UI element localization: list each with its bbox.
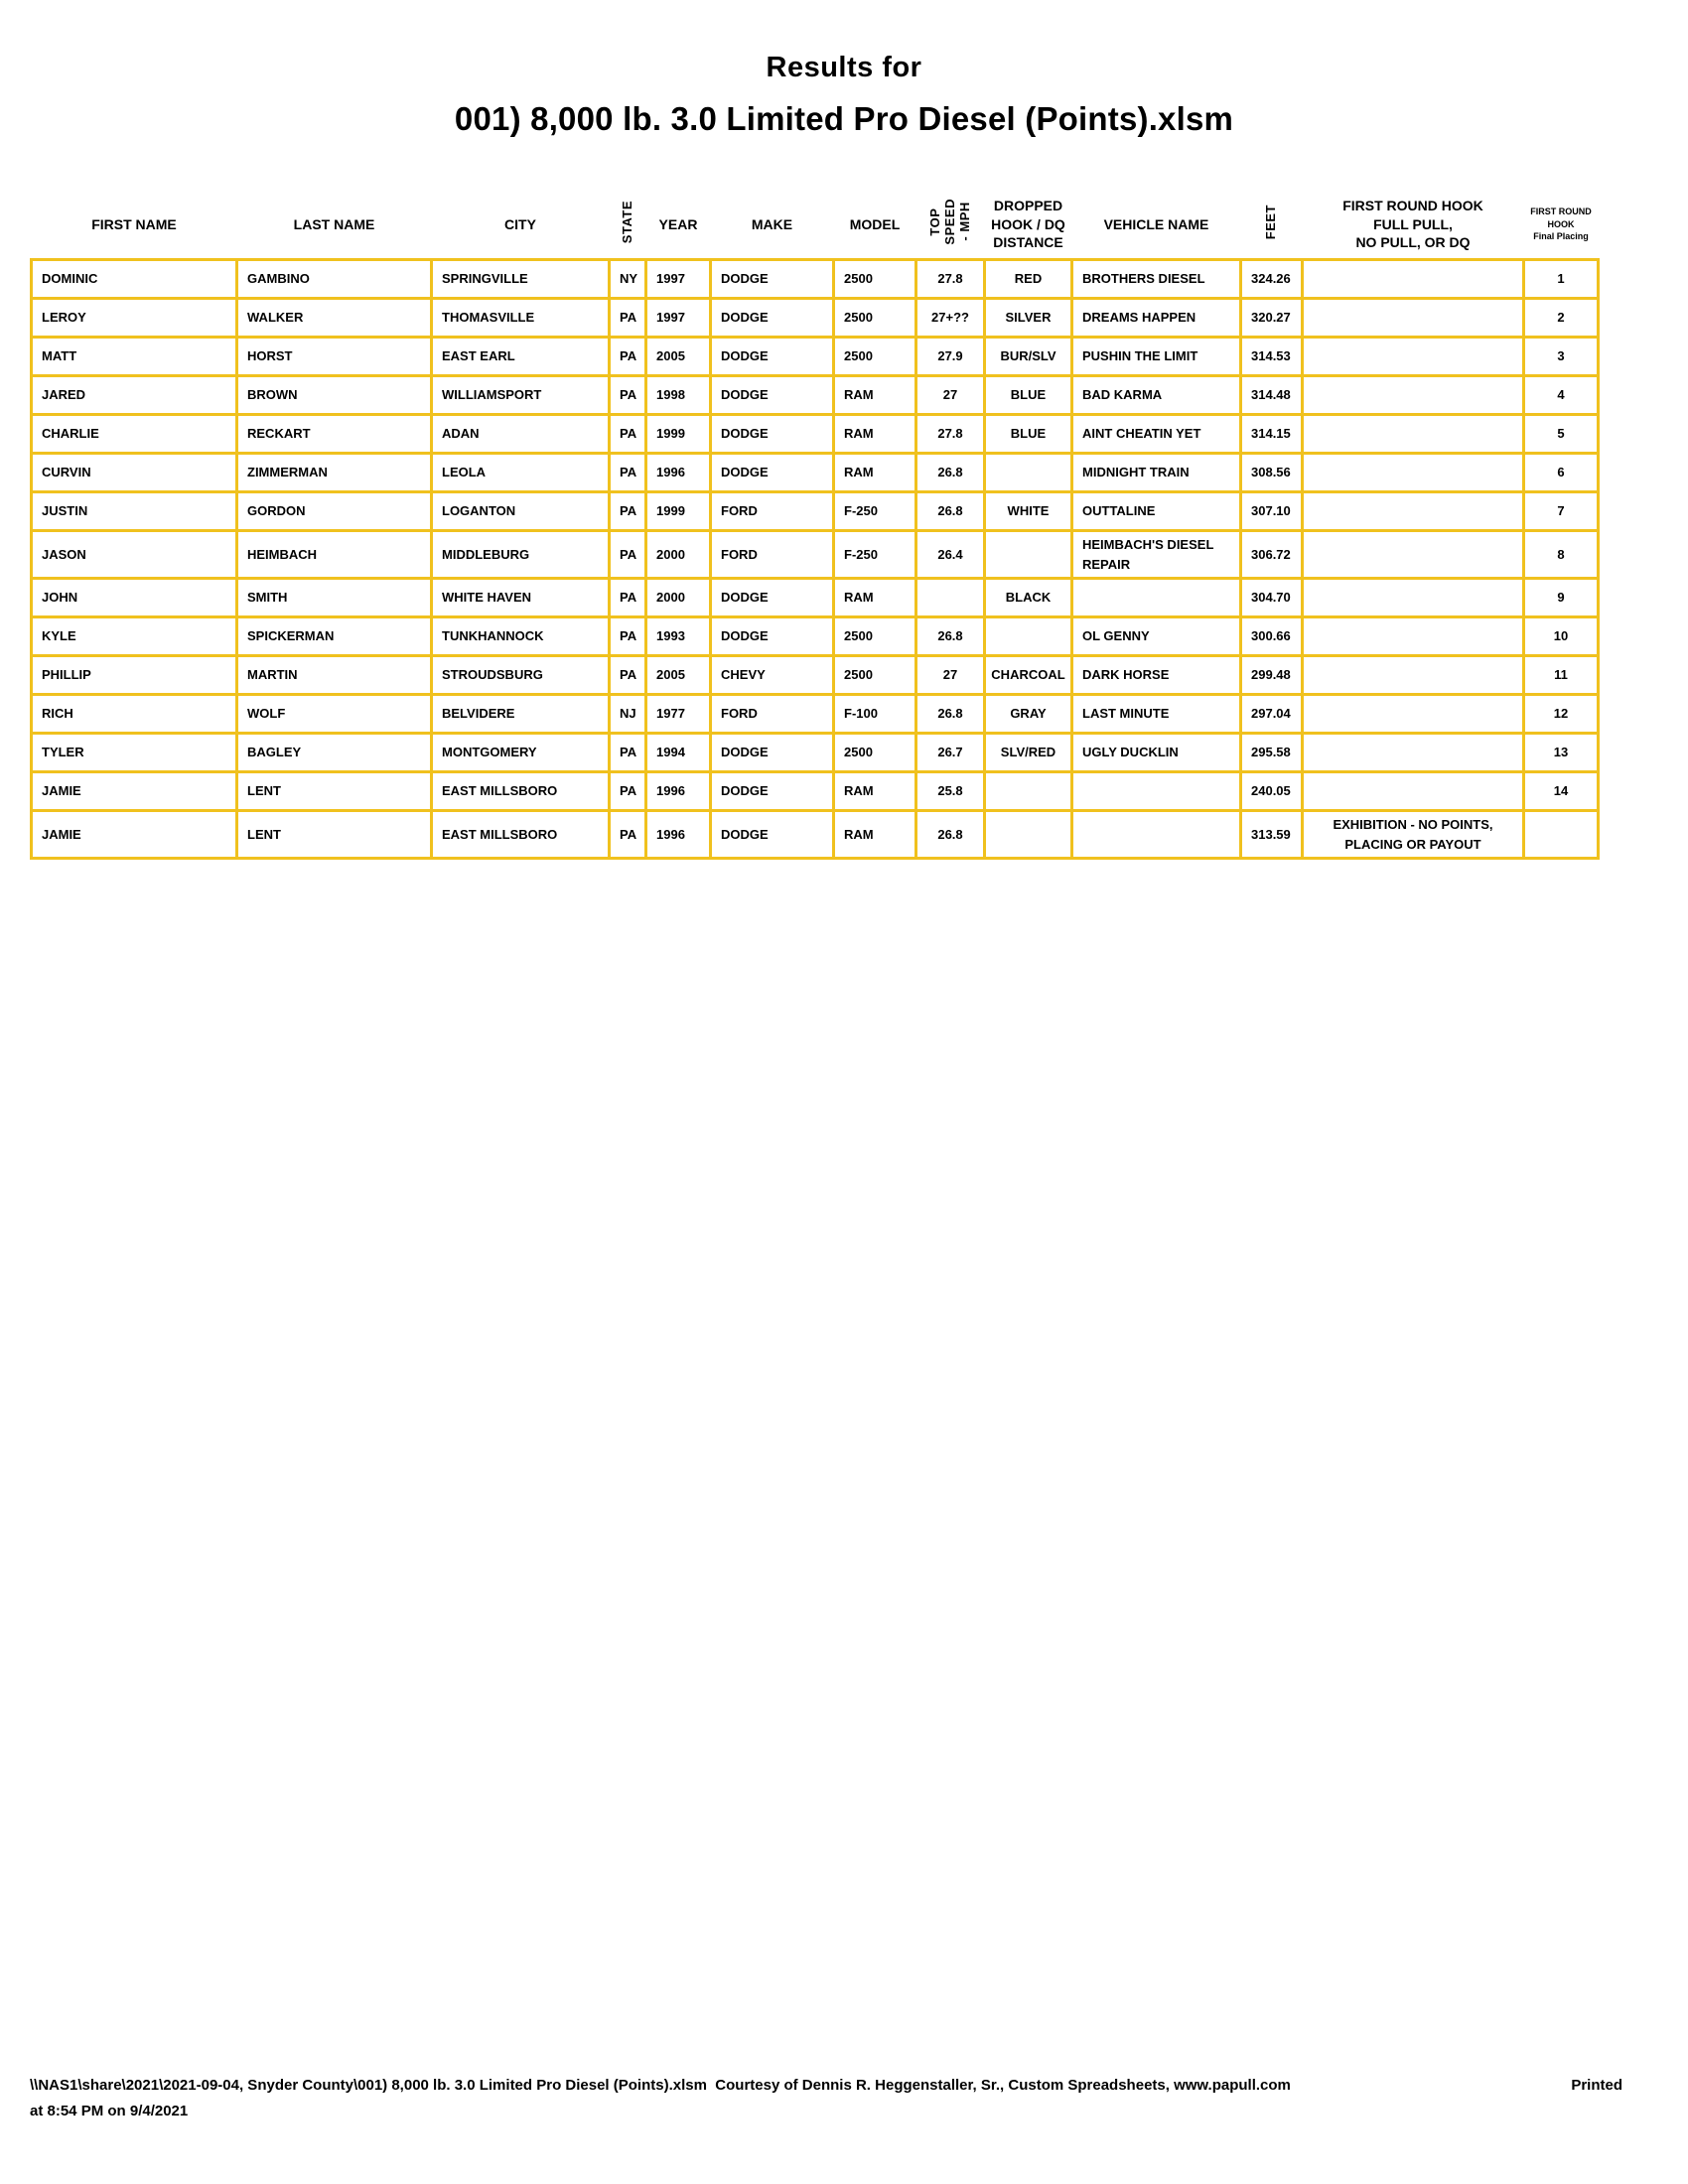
results-table-body [32, 260, 1599, 859]
cell-top_speed: 27 [916, 656, 985, 695]
column-header-label: YEAR [658, 215, 698, 232]
column-header-top_speed [916, 191, 985, 260]
cell-vehicle_name: UGLY DUCKLIN [1072, 734, 1241, 772]
results-table [30, 191, 1600, 860]
cell-first_round_hook [1303, 376, 1524, 415]
cell-city: MONTGOMERY [432, 734, 610, 772]
cell-placing: 7 [1524, 492, 1599, 531]
cell-top_speed: 26.8 [916, 695, 985, 734]
cell-model: RAM [834, 811, 916, 859]
cell-placing: 4 [1524, 376, 1599, 415]
cell-year: 1996 [646, 772, 711, 811]
cell-state: PA [610, 531, 646, 579]
cell-model: RAM [834, 415, 916, 454]
cell-make: DODGE [711, 811, 834, 859]
column-header-label: VEHICLE NAME [1103, 215, 1209, 232]
cell-year: 1997 [646, 299, 711, 338]
cell-model: 2500 [834, 338, 916, 376]
column-header-vehicle_name [1072, 191, 1241, 260]
cell-make: DODGE [711, 415, 834, 454]
cell-last_name: SPICKERMAN [237, 617, 432, 656]
cell-year: 1977 [646, 695, 711, 734]
cell-vehicle_name [1072, 811, 1241, 859]
cell-vehicle_name: HEIMBACH'S DIESEL REPAIR [1072, 531, 1241, 579]
cell-top_speed: 27.8 [916, 415, 985, 454]
cell-city: THOMASVILLE [432, 299, 610, 338]
cell-last_name: ZIMMERMAN [237, 454, 432, 492]
cell-top_speed: 26.7 [916, 734, 985, 772]
column-header-label: FEET [1263, 204, 1279, 240]
cell-make: FORD [711, 531, 834, 579]
cell-placing: 2 [1524, 299, 1599, 338]
cell-state: PA [610, 811, 646, 859]
cell-dropped_hook: WHITE [985, 492, 1072, 531]
cell-year: 1994 [646, 734, 711, 772]
cell-state: PA [610, 772, 646, 811]
results-table-header [32, 191, 1599, 260]
cell-last_name: WOLF [237, 695, 432, 734]
cell-first_round_hook [1303, 656, 1524, 695]
table-row [32, 531, 1599, 579]
cell-dropped_hook [985, 811, 1072, 859]
page-footer [30, 2073, 1622, 2125]
cell-state: PA [610, 415, 646, 454]
cell-city: WHITE HAVEN [432, 579, 610, 617]
cell-model: RAM [834, 376, 916, 415]
cell-make: DODGE [711, 734, 834, 772]
cell-first_name: CURVIN [32, 454, 237, 492]
cell-first_round_hook [1303, 772, 1524, 811]
cell-dropped_hook [985, 617, 1072, 656]
cell-feet: 320.27 [1241, 299, 1303, 338]
cell-state: PA [610, 299, 646, 338]
column-header-city [432, 191, 610, 260]
cell-first_round_hook [1303, 531, 1524, 579]
cell-top_speed: 27 [916, 376, 985, 415]
column-header-make [711, 191, 834, 260]
cell-first_round_hook [1303, 299, 1524, 338]
column-header-placing [1524, 191, 1599, 260]
cell-first_round_hook [1303, 492, 1524, 531]
cell-dropped_hook: CHARCOAL [985, 656, 1072, 695]
column-header-label: FIRST ROUND HOOK Final Placing [1530, 206, 1592, 242]
cell-vehicle_name: MIDNIGHT TRAIN [1072, 454, 1241, 492]
cell-top_speed: 25.8 [916, 772, 985, 811]
cell-model: F-250 [834, 531, 916, 579]
cell-make: DODGE [711, 579, 834, 617]
cell-state: PA [610, 617, 646, 656]
cell-year: 1999 [646, 415, 711, 454]
cell-placing: 10 [1524, 617, 1599, 656]
cell-model: 2500 [834, 734, 916, 772]
table-row [32, 415, 1599, 454]
cell-state: PA [610, 338, 646, 376]
column-header-label: DROPPED HOOK / DQ DISTANCE [991, 197, 1065, 251]
cell-feet: 297.04 [1241, 695, 1303, 734]
cell-last_name: RECKART [237, 415, 432, 454]
cell-model: 2500 [834, 299, 916, 338]
column-header-state [610, 191, 646, 260]
table-row [32, 376, 1599, 415]
cell-vehicle_name: LAST MINUTE [1072, 695, 1241, 734]
table-row [32, 772, 1599, 811]
column-header-label: STATE [619, 200, 634, 244]
cell-feet: 304.70 [1241, 579, 1303, 617]
column-header-dropped_hook [985, 191, 1072, 260]
cell-placing: 8 [1524, 531, 1599, 579]
cell-top_speed: 27.8 [916, 260, 985, 299]
column-header-label: FIRST NAME [91, 215, 177, 232]
cell-top_speed: 26.8 [916, 454, 985, 492]
table-row [32, 299, 1599, 338]
cell-top_speed: 27.9 [916, 338, 985, 376]
page-title [0, 0, 1688, 138]
cell-state: PA [610, 376, 646, 415]
cell-make: FORD [711, 492, 834, 531]
cell-top_speed [916, 579, 985, 617]
cell-last_name: GAMBINO [237, 260, 432, 299]
cell-placing: 3 [1524, 338, 1599, 376]
cell-year: 1996 [646, 811, 711, 859]
column-header-label: LAST NAME [293, 215, 375, 232]
cell-feet: 307.10 [1241, 492, 1303, 531]
cell-model: F-100 [834, 695, 916, 734]
cell-placing [1524, 811, 1599, 859]
cell-city: LEOLA [432, 454, 610, 492]
table-row [32, 617, 1599, 656]
table-row [32, 260, 1599, 299]
cell-state: PA [610, 656, 646, 695]
cell-make: CHEVY [711, 656, 834, 695]
cell-first_round_hook [1303, 734, 1524, 772]
cell-first_name: LEROY [32, 299, 237, 338]
cell-make: DODGE [711, 260, 834, 299]
cell-state: PA [610, 734, 646, 772]
cell-state: PA [610, 579, 646, 617]
cell-dropped_hook: BUR/SLV [985, 338, 1072, 376]
cell-model: 2500 [834, 656, 916, 695]
cell-city: STROUDSBURG [432, 656, 610, 695]
cell-first_round_hook: EXHIBITION - NO POINTS, PLACING OR PAYOUT [1303, 811, 1524, 859]
cell-make: DODGE [711, 454, 834, 492]
cell-first_name: JUSTIN [32, 492, 237, 531]
cell-first_name: JAMIE [32, 811, 237, 859]
cell-year: 1998 [646, 376, 711, 415]
column-header-label: TOP SPEED - MPH [926, 199, 972, 245]
table-row [32, 811, 1599, 859]
cell-last_name: WALKER [237, 299, 432, 338]
column-header-first_round_hook [1303, 191, 1524, 260]
cell-first_name: JARED [32, 376, 237, 415]
cell-last_name: GORDON [237, 492, 432, 531]
cell-state: PA [610, 454, 646, 492]
cell-model: 2500 [834, 260, 916, 299]
footer-line-1 [30, 2073, 1622, 2099]
cell-city: EAST MILLSBORO [432, 772, 610, 811]
cell-year: 1999 [646, 492, 711, 531]
cell-make: DODGE [711, 376, 834, 415]
cell-year: 2000 [646, 531, 711, 579]
table-row [32, 695, 1599, 734]
cell-placing: 14 [1524, 772, 1599, 811]
cell-vehicle_name: PUSHIN THE LIMIT [1072, 338, 1241, 376]
table-row [32, 734, 1599, 772]
cell-make: DODGE [711, 338, 834, 376]
column-header-label: CITY [504, 215, 536, 232]
column-header-label: MAKE [751, 215, 793, 232]
header-row [32, 191, 1599, 260]
cell-make: DODGE [711, 772, 834, 811]
cell-dropped_hook: GRAY [985, 695, 1072, 734]
cell-feet: 314.15 [1241, 415, 1303, 454]
cell-placing: 9 [1524, 579, 1599, 617]
cell-last_name: LENT [237, 811, 432, 859]
cell-dropped_hook [985, 454, 1072, 492]
cell-city: MIDDLEBURG [432, 531, 610, 579]
cell-last_name: HORST [237, 338, 432, 376]
file-path-text: \\NAS1\share\2021\2021-09-04, Snyder County\001) 8,000 lb. 3.0 Limited Pro Diesel (Points).xlsm Courtesy of Dennis R. Heggenstaller, Sr., Custom Spreadsheets, www.papull.com [30, 2077, 1291, 2094]
cell-city: TUNKHANNOCK [432, 617, 610, 656]
cell-model: RAM [834, 579, 916, 617]
cell-dropped_hook: SILVER [985, 299, 1072, 338]
column-header-year [646, 191, 711, 260]
cell-first_round_hook [1303, 695, 1524, 734]
cell-dropped_hook: RED [985, 260, 1072, 299]
table-row [32, 454, 1599, 492]
printed-label: Printed [1571, 2077, 1622, 2094]
cell-state: NY [610, 260, 646, 299]
table-row [32, 338, 1599, 376]
cell-city: ADAN [432, 415, 610, 454]
cell-model: F-250 [834, 492, 916, 531]
cell-city: SPRINGVILLE [432, 260, 610, 299]
cell-state: NJ [610, 695, 646, 734]
cell-city: EAST MILLSBORO [432, 811, 610, 859]
cell-city: BELVIDERE [432, 695, 610, 734]
cell-last_name: SMITH [237, 579, 432, 617]
cell-last_name: HEIMBACH [237, 531, 432, 579]
cell-feet: 314.48 [1241, 376, 1303, 415]
cell-vehicle_name: BROTHERS DIESEL [1072, 260, 1241, 299]
cell-dropped_hook: SLV/RED [985, 734, 1072, 772]
cell-last_name: MARTIN [237, 656, 432, 695]
cell-first_round_hook [1303, 617, 1524, 656]
cell-make: DODGE [711, 299, 834, 338]
cell-last_name: BROWN [237, 376, 432, 415]
cell-first_name: JAMIE [32, 772, 237, 811]
cell-first_name: KYLE [32, 617, 237, 656]
cell-placing: 13 [1524, 734, 1599, 772]
cell-model: RAM [834, 772, 916, 811]
cell-year: 2005 [646, 338, 711, 376]
cell-first_round_hook [1303, 415, 1524, 454]
cell-vehicle_name: AINT CHEATIN YET [1072, 415, 1241, 454]
cell-feet: 314.53 [1241, 338, 1303, 376]
cell-city: EAST EARL [432, 338, 610, 376]
cell-first_name: DOMINIC [32, 260, 237, 299]
cell-feet: 300.66 [1241, 617, 1303, 656]
cell-city: WILLIAMSPORT [432, 376, 610, 415]
column-header-feet [1241, 191, 1303, 260]
cell-dropped_hook [985, 772, 1072, 811]
cell-make: FORD [711, 695, 834, 734]
cell-first_round_hook [1303, 338, 1524, 376]
cell-feet: 299.48 [1241, 656, 1303, 695]
table-row [32, 656, 1599, 695]
results-for-heading: Results for [766, 52, 922, 83]
cell-top_speed: 26.4 [916, 531, 985, 579]
cell-year: 1996 [646, 454, 711, 492]
printed-time-text: at 8:54 PM on 9/4/2021 [30, 2103, 189, 2120]
cell-make: DODGE [711, 617, 834, 656]
cell-dropped_hook [985, 531, 1072, 579]
cell-vehicle_name: DARK HORSE [1072, 656, 1241, 695]
class-filename-heading: 001) 8,000 lb. 3.0 Limited Pro Diesel (Points).xlsm [454, 100, 1234, 137]
cell-feet: 313.59 [1241, 811, 1303, 859]
cell-first_round_hook [1303, 579, 1524, 617]
cell-placing: 1 [1524, 260, 1599, 299]
cell-vehicle_name: DREAMS HAPPEN [1072, 299, 1241, 338]
cell-dropped_hook: BLUE [985, 415, 1072, 454]
cell-model: RAM [834, 454, 916, 492]
cell-vehicle_name: OL GENNY [1072, 617, 1241, 656]
column-header-label: MODEL [849, 215, 901, 232]
cell-feet: 306.72 [1241, 531, 1303, 579]
cell-first_name: RICH [32, 695, 237, 734]
cell-feet: 324.26 [1241, 260, 1303, 299]
cell-model: 2500 [834, 617, 916, 656]
cell-top_speed: 27+?? [916, 299, 985, 338]
column-header-first_name [32, 191, 237, 260]
cell-year: 1997 [646, 260, 711, 299]
table-row [32, 579, 1599, 617]
cell-top_speed: 26.8 [916, 811, 985, 859]
cell-state: PA [610, 492, 646, 531]
cell-placing: 6 [1524, 454, 1599, 492]
cell-year: 1993 [646, 617, 711, 656]
cell-top_speed: 26.8 [916, 492, 985, 531]
cell-feet: 308.56 [1241, 454, 1303, 492]
cell-vehicle_name [1072, 579, 1241, 617]
cell-first_round_hook [1303, 454, 1524, 492]
cell-vehicle_name: OUTTALINE [1072, 492, 1241, 531]
cell-year: 2005 [646, 656, 711, 695]
cell-dropped_hook: BLACK [985, 579, 1072, 617]
cell-first_name: JASON [32, 531, 237, 579]
cell-placing: 11 [1524, 656, 1599, 695]
cell-first_name: PHILLIP [32, 656, 237, 695]
column-header-last_name [237, 191, 432, 260]
cell-feet: 295.58 [1241, 734, 1303, 772]
table-row [32, 492, 1599, 531]
column-header-label: FIRST ROUND HOOK FULL PULL, NO PULL, OR DQ [1342, 197, 1483, 251]
cell-vehicle_name: BAD KARMA [1072, 376, 1241, 415]
cell-feet: 240.05 [1241, 772, 1303, 811]
cell-vehicle_name [1072, 772, 1241, 811]
cell-first_round_hook [1303, 260, 1524, 299]
cell-first_name: CHARLIE [32, 415, 237, 454]
column-header-model [834, 191, 916, 260]
cell-top_speed: 26.8 [916, 617, 985, 656]
cell-placing: 12 [1524, 695, 1599, 734]
cell-first_name: TYLER [32, 734, 237, 772]
cell-city: LOGANTON [432, 492, 610, 531]
cell-last_name: LENT [237, 772, 432, 811]
cell-first_name: MATT [32, 338, 237, 376]
cell-last_name: BAGLEY [237, 734, 432, 772]
cell-dropped_hook: BLUE [985, 376, 1072, 415]
cell-first_name: JOHN [32, 579, 237, 617]
cell-year: 2000 [646, 579, 711, 617]
cell-placing: 5 [1524, 415, 1599, 454]
